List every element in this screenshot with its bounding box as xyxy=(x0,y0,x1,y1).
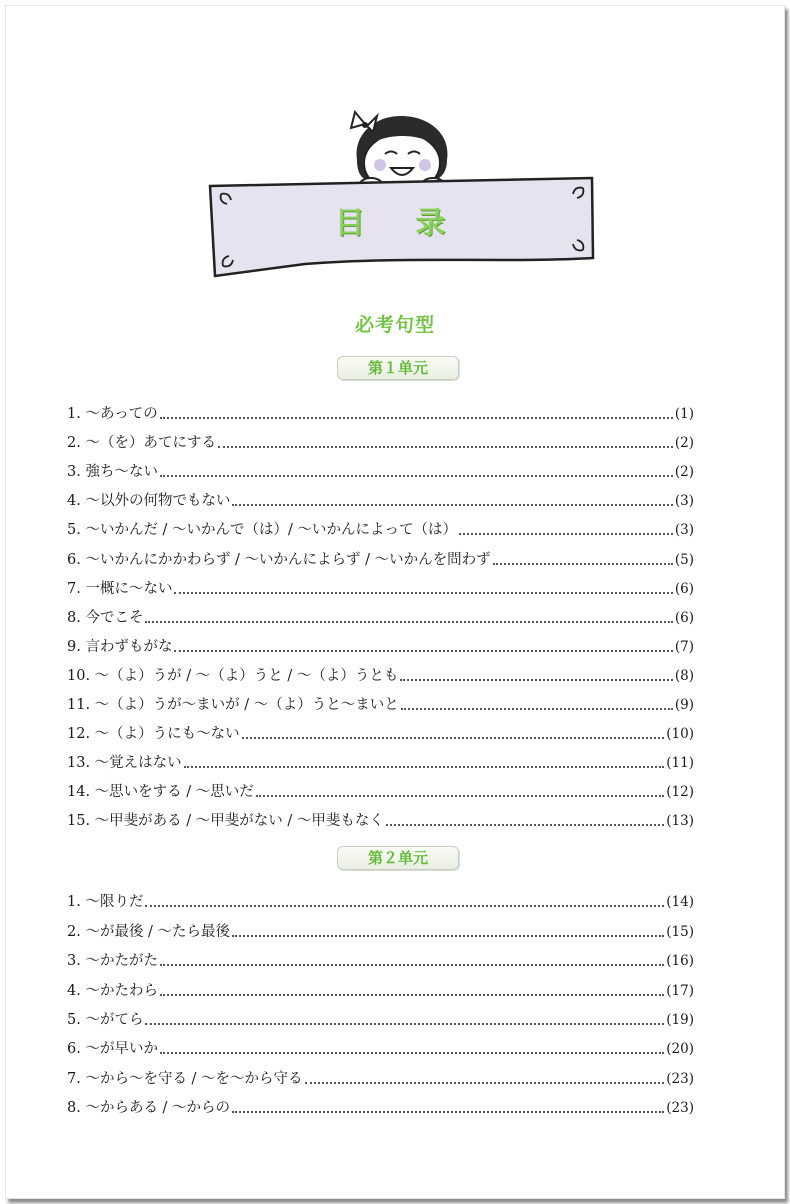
dot-leader xyxy=(160,473,673,477)
toc-entry[interactable] xyxy=(67,598,694,627)
unit-2-toc-list xyxy=(67,882,694,1117)
toc-entry[interactable] xyxy=(67,510,694,539)
toc-entry-page: (1) xyxy=(674,406,694,423)
dot-leader xyxy=(160,962,664,966)
toc-entry[interactable] xyxy=(67,423,694,452)
section-heading: 必考句型 xyxy=(354,314,435,336)
toc-entry-page: (13) xyxy=(666,813,694,830)
toc-entry[interactable] xyxy=(67,539,694,568)
toc-entry-page: (10) xyxy=(666,726,694,743)
toc-entry-page: (19) xyxy=(666,1011,694,1028)
toc-entry[interactable] xyxy=(67,1058,694,1087)
dot-leader xyxy=(160,1050,664,1054)
toc-entry-page: (8) xyxy=(674,667,694,684)
toc-entry-page: (2) xyxy=(674,435,694,452)
dot-leader xyxy=(184,764,665,768)
toc-entry[interactable] xyxy=(67,685,694,714)
toc-entry-text: 8. 今でこそ xyxy=(67,609,144,626)
toc-entry-text: 11. ～（よ）うが～まいが / ～（よ）うと～まいと xyxy=(67,697,399,714)
toc-entry-text: 12. ～（よ）うにも～ない xyxy=(67,726,240,743)
toc-entry[interactable] xyxy=(67,1029,694,1058)
toc-entry[interactable] xyxy=(67,911,694,940)
dot-leader xyxy=(305,1080,665,1084)
dot-leader xyxy=(232,933,664,937)
toc-entry-page: (15) xyxy=(666,923,694,940)
toc-entry[interactable] xyxy=(67,452,694,481)
toc-entry-text: 2. ～が最後 / ～たら最後 xyxy=(67,923,231,940)
dot-leader xyxy=(145,619,672,623)
dot-leader xyxy=(493,561,673,565)
toc-entry-text: 5. ～いかんだ / ～いかんで（は）/ ～いかんによって（は） xyxy=(67,522,458,539)
dot-leader xyxy=(232,502,672,506)
dot-leader xyxy=(145,903,664,907)
toc-entry-text: 15. ～甲斐がある / ～甲斐がない / ～甲斐もなく xyxy=(67,813,384,830)
unit-1-label: 第１单元 xyxy=(337,356,459,380)
dot-leader xyxy=(401,706,673,710)
dot-leader xyxy=(218,444,673,448)
toc-entry-page: (12) xyxy=(666,784,694,801)
toc-entry[interactable] xyxy=(67,714,694,743)
dot-leader xyxy=(174,590,672,594)
toc-entry-page: (14) xyxy=(666,894,694,911)
toc-entry-text: 6. ～が早いか xyxy=(67,1041,158,1058)
toc-entry[interactable] xyxy=(67,394,694,423)
toc-entry[interactable] xyxy=(67,743,694,772)
toc-entry-text: 4. ～以外の何物でもない xyxy=(67,493,231,510)
toc-entry-text: 7. ～から～を守る / ～を～から守る xyxy=(67,1070,303,1087)
toc-entry[interactable] xyxy=(67,970,694,999)
page-title: 目 录 xyxy=(334,206,466,241)
toc-entry-text: 4. ～かたわら xyxy=(67,982,158,999)
dot-leader xyxy=(459,531,673,535)
toc-entry-text: 3. 強ち～ない xyxy=(67,464,158,481)
toc-entry[interactable] xyxy=(67,882,694,911)
toc-entry-text: 2. ～（を）あてにする xyxy=(67,435,216,452)
toc-entry-page: (7) xyxy=(674,638,694,655)
unit-2-label: 第２单元 xyxy=(337,846,459,870)
dot-leader xyxy=(242,735,665,739)
dot-leader xyxy=(174,648,672,652)
toc-entry-text: 13. ～覚えはない xyxy=(67,755,182,772)
toc-entry-page: (23) xyxy=(666,1070,694,1087)
toc-entry-page: (23) xyxy=(666,1100,694,1117)
toc-entry-text: 7. 一概に～ない xyxy=(67,580,173,597)
toc-entry[interactable] xyxy=(67,656,694,685)
dot-leader xyxy=(386,822,664,826)
toc-entry[interactable] xyxy=(67,801,694,830)
toc-entry-text: 10. ～（よ）うが / ～（よ）うと / ～（よ）うとも xyxy=(67,667,399,684)
toc-entry-page: (11) xyxy=(666,755,694,772)
toc-entry-text: 8. ～からある / ～からの xyxy=(67,1100,231,1117)
toc-entry-text: 3. ～かたがた xyxy=(67,953,158,970)
toc-entry-text: 1. ～あっての xyxy=(67,406,158,423)
toc-entry[interactable] xyxy=(67,627,694,656)
toc-entry-text: 1. ～限りだ xyxy=(67,894,144,911)
toc-entry-text: 6. ～いかんにかかわらず / ～いかんによらず / ～いかんを問わず xyxy=(67,551,491,568)
toc-entry-page: (2) xyxy=(674,464,694,481)
toc-entry-text: 14. ～思いをする / ～思いだ xyxy=(67,784,254,801)
toc-entry[interactable] xyxy=(67,1088,694,1117)
dot-leader xyxy=(400,677,673,681)
dot-leader xyxy=(160,415,673,419)
toc-entry-page: (3) xyxy=(674,493,694,510)
toc-entry-page: (9) xyxy=(674,697,694,714)
toc-entry[interactable] xyxy=(67,941,694,970)
toc-entry-text: 5. ～がてら xyxy=(67,1011,144,1028)
toc-entry-page: (3) xyxy=(674,522,694,539)
toc-entry-page: (20) xyxy=(666,1041,694,1058)
toc-entry-text: 9. 言わずもがな xyxy=(67,638,173,655)
dot-leader xyxy=(145,1021,664,1025)
toc-entry-page: (16) xyxy=(666,953,694,970)
dot-leader xyxy=(232,1109,664,1113)
toc-entry-page: (5) xyxy=(674,551,694,568)
toc-entry[interactable] xyxy=(67,481,694,510)
toc-entry[interactable] xyxy=(67,569,694,598)
toc-entry-page: (6) xyxy=(674,580,694,597)
toc-entry[interactable] xyxy=(67,1000,694,1029)
dot-leader xyxy=(160,992,664,996)
toc-entry-page: (17) xyxy=(666,982,694,999)
dot-leader xyxy=(256,793,665,797)
unit-1-toc-list xyxy=(67,394,694,830)
toc-entry-page: (6) xyxy=(674,609,694,626)
toc-entry[interactable] xyxy=(67,772,694,801)
